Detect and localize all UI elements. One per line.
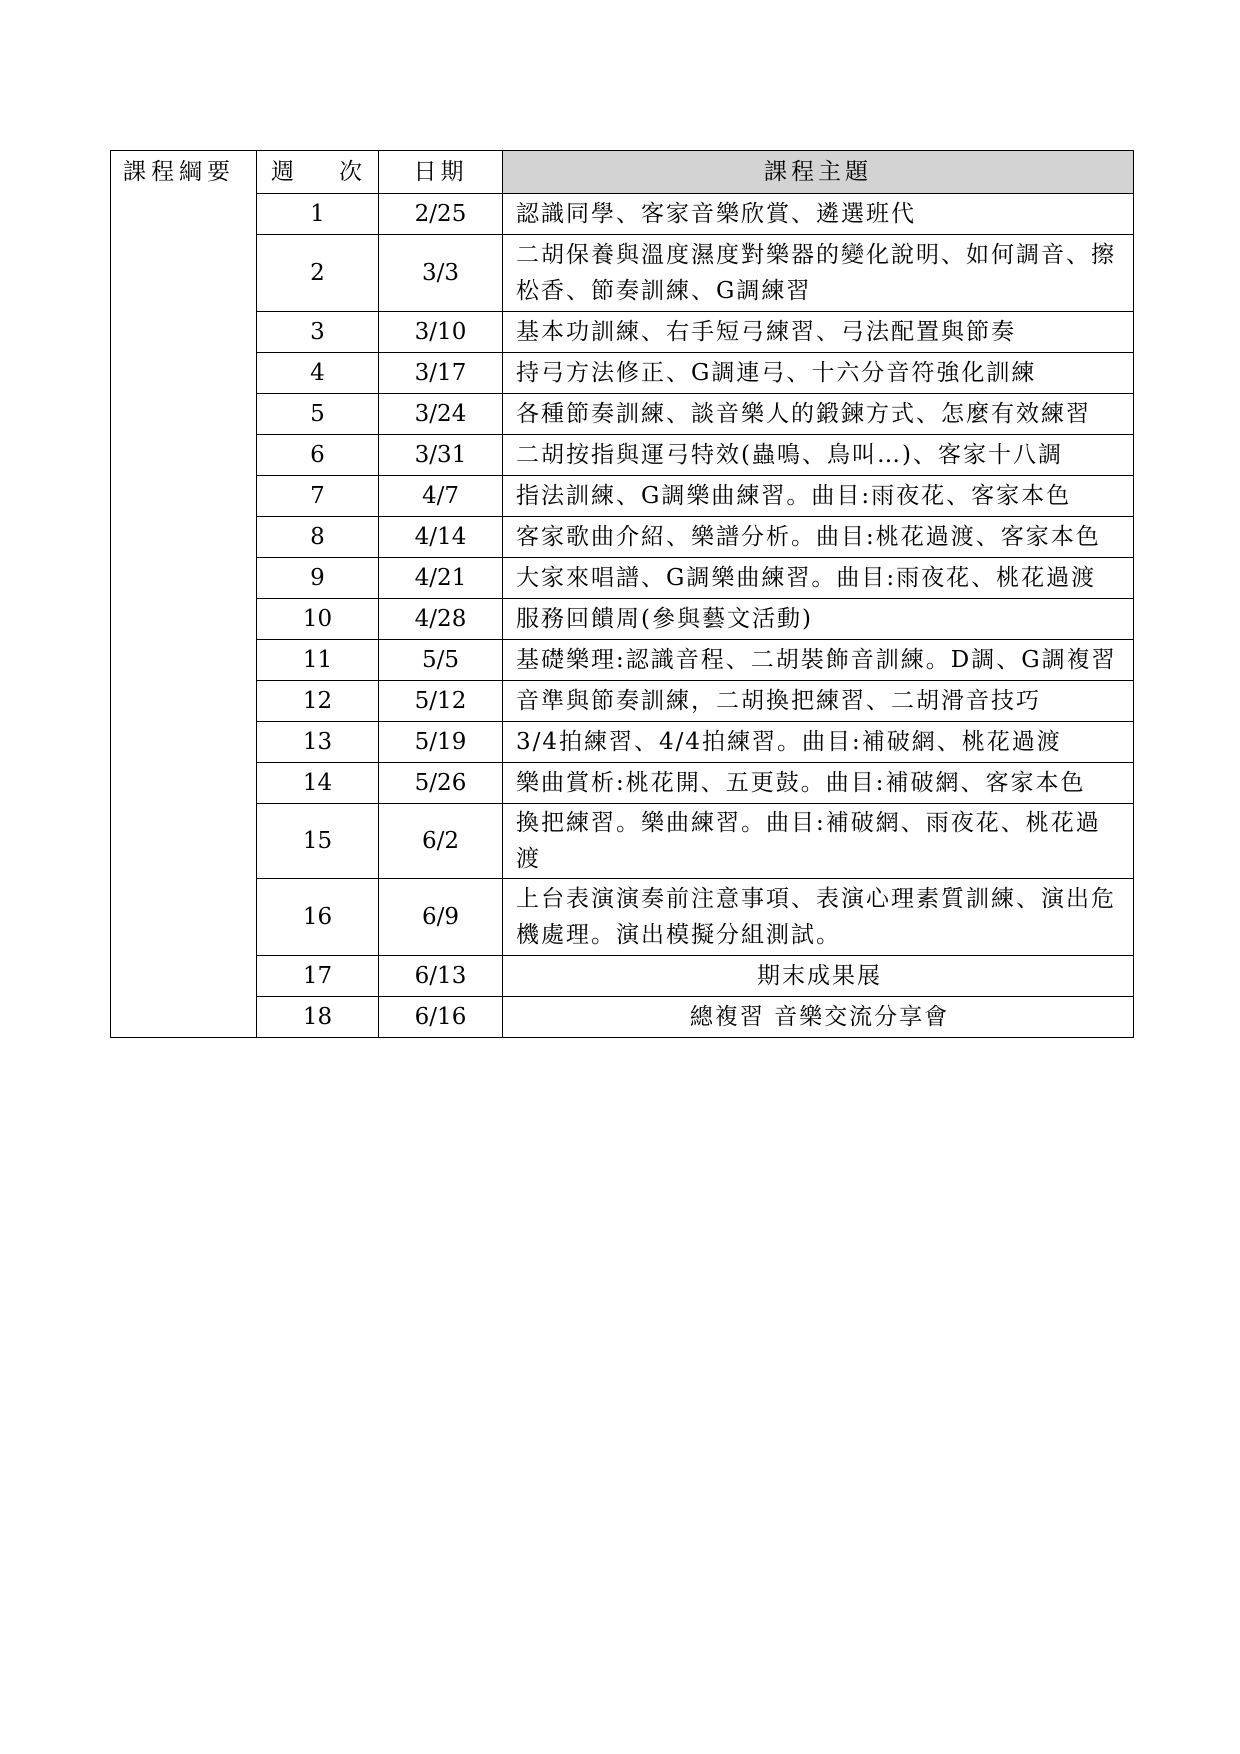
table-row — [111, 599, 1134, 640]
table-row — [111, 476, 1134, 517]
topic-cell: 音準與節奏訓練，二胡換把練習、二胡滑音技巧 — [503, 681, 1134, 722]
topic-cell: 二胡按指與運弓特效(蟲鳴、鳥叫…)、客家十八調 — [503, 435, 1134, 476]
week-cell: 15 — [257, 804, 379, 879]
date-cell: 4/21 — [379, 558, 503, 599]
topic-cell: 總複習 音樂交流分享會 — [503, 997, 1134, 1038]
week-header-a: 週 — [271, 159, 294, 185]
table-row — [111, 763, 1134, 804]
syllabus-table — [110, 150, 1134, 1038]
topic-cell: 指法訓練、G調樂曲練習。曲目:雨夜花、客家本色 — [503, 476, 1134, 517]
week-cell: 3 — [257, 312, 379, 353]
syllabus-sheet — [110, 150, 1133, 1038]
table-row — [111, 435, 1134, 476]
date-cell: 3/10 — [379, 312, 503, 353]
topic-cell: 二胡保養與溫度濕度對樂器的變化說明、如何調音、擦松香、節奏訓練、G調練習 — [503, 235, 1134, 312]
week-cell: 16 — [257, 879, 379, 956]
header-row — [111, 151, 1134, 194]
topic-cell: 認識同學、客家音樂欣賞、遴選班代 — [503, 194, 1134, 235]
topic-cell: 樂曲賞析:桃花開、五更鼓。曲目:補破網、客家本色 — [503, 763, 1134, 804]
topic-cell: 各種節奏訓練、談音樂人的鍛鍊方式、怎麼有效練習 — [503, 394, 1134, 435]
week-cell: 12 — [257, 681, 379, 722]
topic-cell: 大家來唱譜、G調樂曲練習。曲目:雨夜花、桃花過渡 — [503, 558, 1134, 599]
date-cell: 4/7 — [379, 476, 503, 517]
table-row — [111, 640, 1134, 681]
date-cell: 4/28 — [379, 599, 503, 640]
date-cell: 5/5 — [379, 640, 503, 681]
section-label: 課程綱要 — [111, 151, 257, 1038]
date-cell: 5/19 — [379, 722, 503, 763]
topic-cell: 持弓方法修正、G調連弓、十六分音符強化訓練 — [503, 353, 1134, 394]
week-cell: 11 — [257, 640, 379, 681]
date-cell: 4/14 — [379, 517, 503, 558]
topic-cell: 服務回饋周(參與藝文活動) — [503, 599, 1134, 640]
week-cell: 18 — [257, 997, 379, 1038]
table-row — [111, 517, 1134, 558]
table-row — [111, 804, 1134, 879]
date-cell: 3/24 — [379, 394, 503, 435]
date-cell: 6/2 — [379, 804, 503, 879]
week-cell: 6 — [257, 435, 379, 476]
week-cell: 7 — [257, 476, 379, 517]
table-row — [111, 722, 1134, 763]
topic-cell: 期末成果展 — [503, 956, 1134, 997]
week-cell: 4 — [257, 353, 379, 394]
topic-cell: 基本功訓練、右手短弓練習、弓法配置與節奏 — [503, 312, 1134, 353]
week-cell: 13 — [257, 722, 379, 763]
week-cell: 1 — [257, 194, 379, 235]
date-cell: 3/17 — [379, 353, 503, 394]
week-cell: 5 — [257, 394, 379, 435]
topic-header: 課程主題 — [503, 151, 1134, 194]
topic-cell: 換把練習。樂曲練習。曲目:補破網、雨夜花、桃花過渡 — [503, 804, 1134, 879]
topic-cell: 基礎樂理:認識音程、二胡裝飾音訓練。D調、G調複習 — [503, 640, 1134, 681]
week-cell: 9 — [257, 558, 379, 599]
week-cell: 14 — [257, 763, 379, 804]
table-row — [111, 558, 1134, 599]
table-row — [111, 956, 1134, 997]
table-row — [111, 194, 1134, 235]
table-row — [111, 879, 1134, 956]
date-cell: 3/3 — [379, 235, 503, 312]
date-cell: 6/16 — [379, 997, 503, 1038]
date-cell: 5/26 — [379, 763, 503, 804]
week-header-b: 次 — [339, 159, 362, 185]
table-row — [111, 235, 1134, 312]
table-row — [111, 353, 1134, 394]
week-cell: 2 — [257, 235, 379, 312]
date-cell: 3/31 — [379, 435, 503, 476]
week-cell: 10 — [257, 599, 379, 640]
date-cell: 2/25 — [379, 194, 503, 235]
table-row — [111, 312, 1134, 353]
table-row — [111, 997, 1134, 1038]
date-cell: 6/13 — [379, 956, 503, 997]
date-header: 日期 — [379, 151, 503, 194]
table-row — [111, 394, 1134, 435]
table-row — [111, 681, 1134, 722]
topic-cell: 3/4拍練習、4/4拍練習。曲目:補破網、桃花過渡 — [503, 722, 1134, 763]
week-header — [257, 151, 379, 194]
date-cell: 6/9 — [379, 879, 503, 956]
date-cell: 5/12 — [379, 681, 503, 722]
topic-cell: 上台表演演奏前注意事項、表演心理素質訓練、演出危機處理。演出模擬分組測試。 — [503, 879, 1134, 956]
topic-cell: 客家歌曲介紹、樂譜分析。曲目:桃花過渡、客家本色 — [503, 517, 1134, 558]
week-cell: 8 — [257, 517, 379, 558]
week-cell: 17 — [257, 956, 379, 997]
